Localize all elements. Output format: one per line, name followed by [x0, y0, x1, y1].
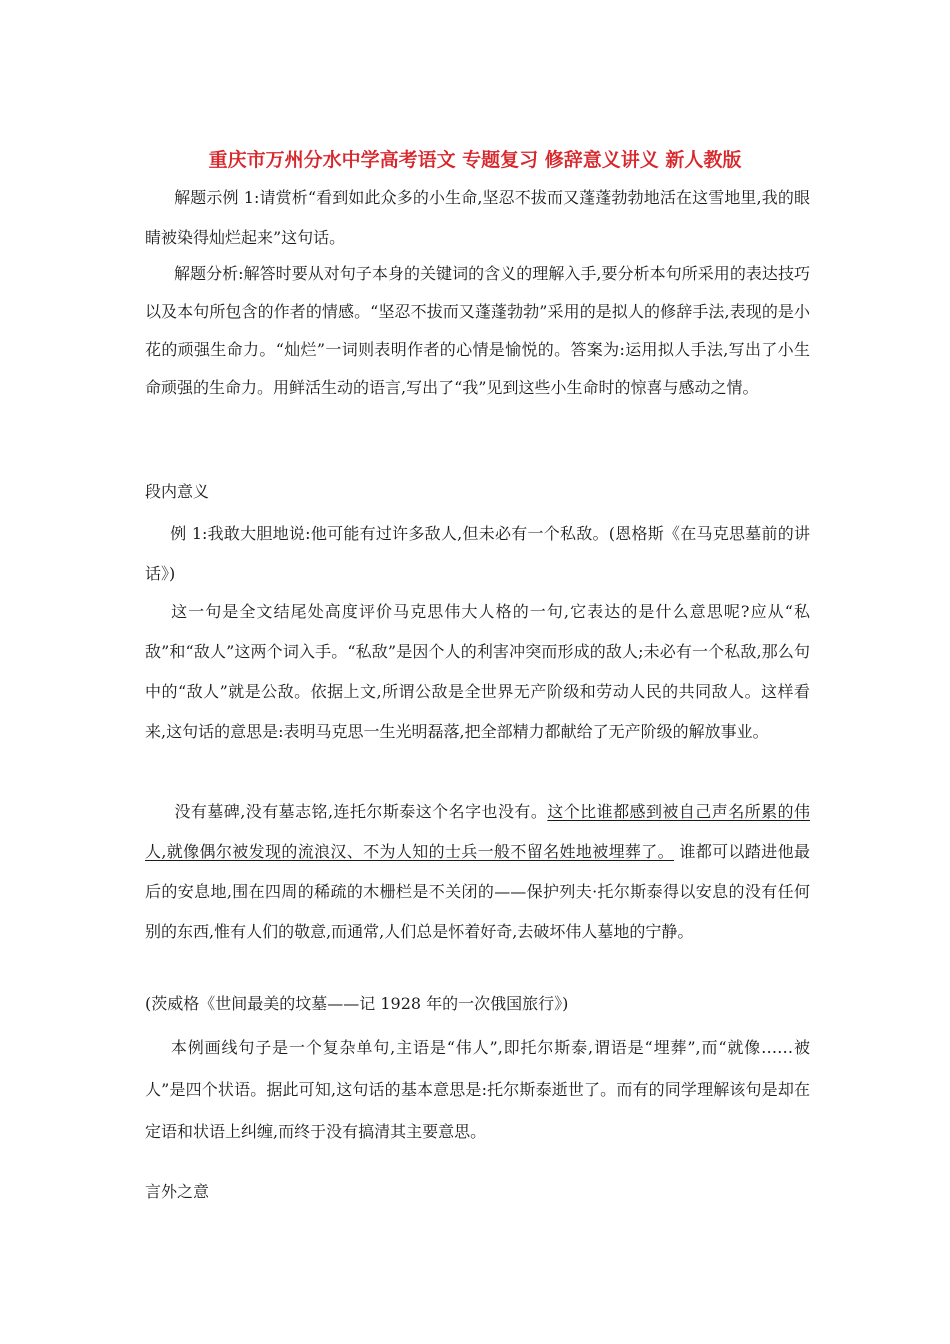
quote-paragraph	[145, 792, 810, 952]
document-title: 重庆市万州分水中学高考语文 专题复习 修辞意义讲义 新人教版	[208, 149, 742, 171]
quote-after: 谁都可以踏进他最后的安息地,围在四周的稀疏的木栅栏是不关闭的——保护列夫·托尔斯泰得以安息的没有任何别的东西,惟有人们的敬意,而通常,人们总是怀着好奇,去破坏伟人墓地的宁静。	[145, 842, 810, 941]
section-heading-paragraph-meaning: 段内意义	[145, 482, 210, 501]
analysis-2-text: 这一句是全文结尾处高度评价马克思伟大人格的一句,它表达的是什么意思呢?应从“私敌”和“敌人”这两个词入手。“私敌”是因个人的利害冲突而形成的敌人;未必有一个私敌,那么句中的“敌人”就是公敌。依据上文,所谓公敌是全世界无产阶级和劳动人民的共同敌人。这样看来,这句话的意思是:表明马克思一生光明磊落,把全部精力都献给了无产阶级的解放事业。	[145, 602, 810, 741]
example-paragraph-1	[145, 178, 810, 258]
analysis-paragraph-1	[145, 255, 810, 407]
analysis-paragraph-3	[145, 1027, 810, 1153]
example-paragraph-2	[145, 514, 810, 594]
quote-source: (茨威格《世间最美的坟墓——记 1928 年的一次俄国旅行》)	[145, 994, 569, 1013]
section-heading-implied-meaning: 言外之意	[145, 1182, 210, 1201]
example-2-text: 例 1:我敢大胆地说:他可能有过许多敌人,但未必有一个私敌。(恩格斯《在马克思墓前的讲话》)	[145, 524, 810, 583]
quote-before: 没有墓碑,没有墓志铭,连托尔斯泰这个名字也没有。	[174, 802, 548, 821]
analysis-paragraph-2	[145, 592, 810, 752]
example-1-text: 解题示例 1:请赏析“看到如此众多的小生命,坚忍不拔而又蓬蓬勃勃地活在这雪地里,我的眼睛被染得灿烂起来”这句话。	[145, 188, 810, 247]
quote-underlined-sentence: 这个比谁都感到被自己声名所累的伟人,就像偶尔被发现的流浪汉、不为人知的士兵一般不留名姓地被埋葬了。	[145, 802, 810, 861]
analysis-3-text: 本例画线句子是一个复杂单句,主语是“伟人”,即托尔斯泰,谓语是“埋葬”,而“就像……被人”是四个状语。据此可知,这句话的基本意思是:托尔斯泰逝世了。而有的同学理解该句是却在定语和状语上纠缠,而终于没有搞清其主要意思。	[145, 1038, 810, 1141]
analysis-1-text: 解题分析:解答时要从对句子本身的关键词的含义的理解入手,要分析本句所采用的表达技巧以及本句所包含的作者的情感。“坚忍不拔而又蓬蓬勃勃”采用的是拟人的修辞手法,表现的是小花的顽强生命力。“灿烂”一词则表明作者的心情是愉悦的。答案为:运用拟人手法,写出了小生命顽强的生命力。用鲜活生动的语言,写出了“我”见到这些小生命时的惊喜与感动之情。	[145, 264, 810, 397]
